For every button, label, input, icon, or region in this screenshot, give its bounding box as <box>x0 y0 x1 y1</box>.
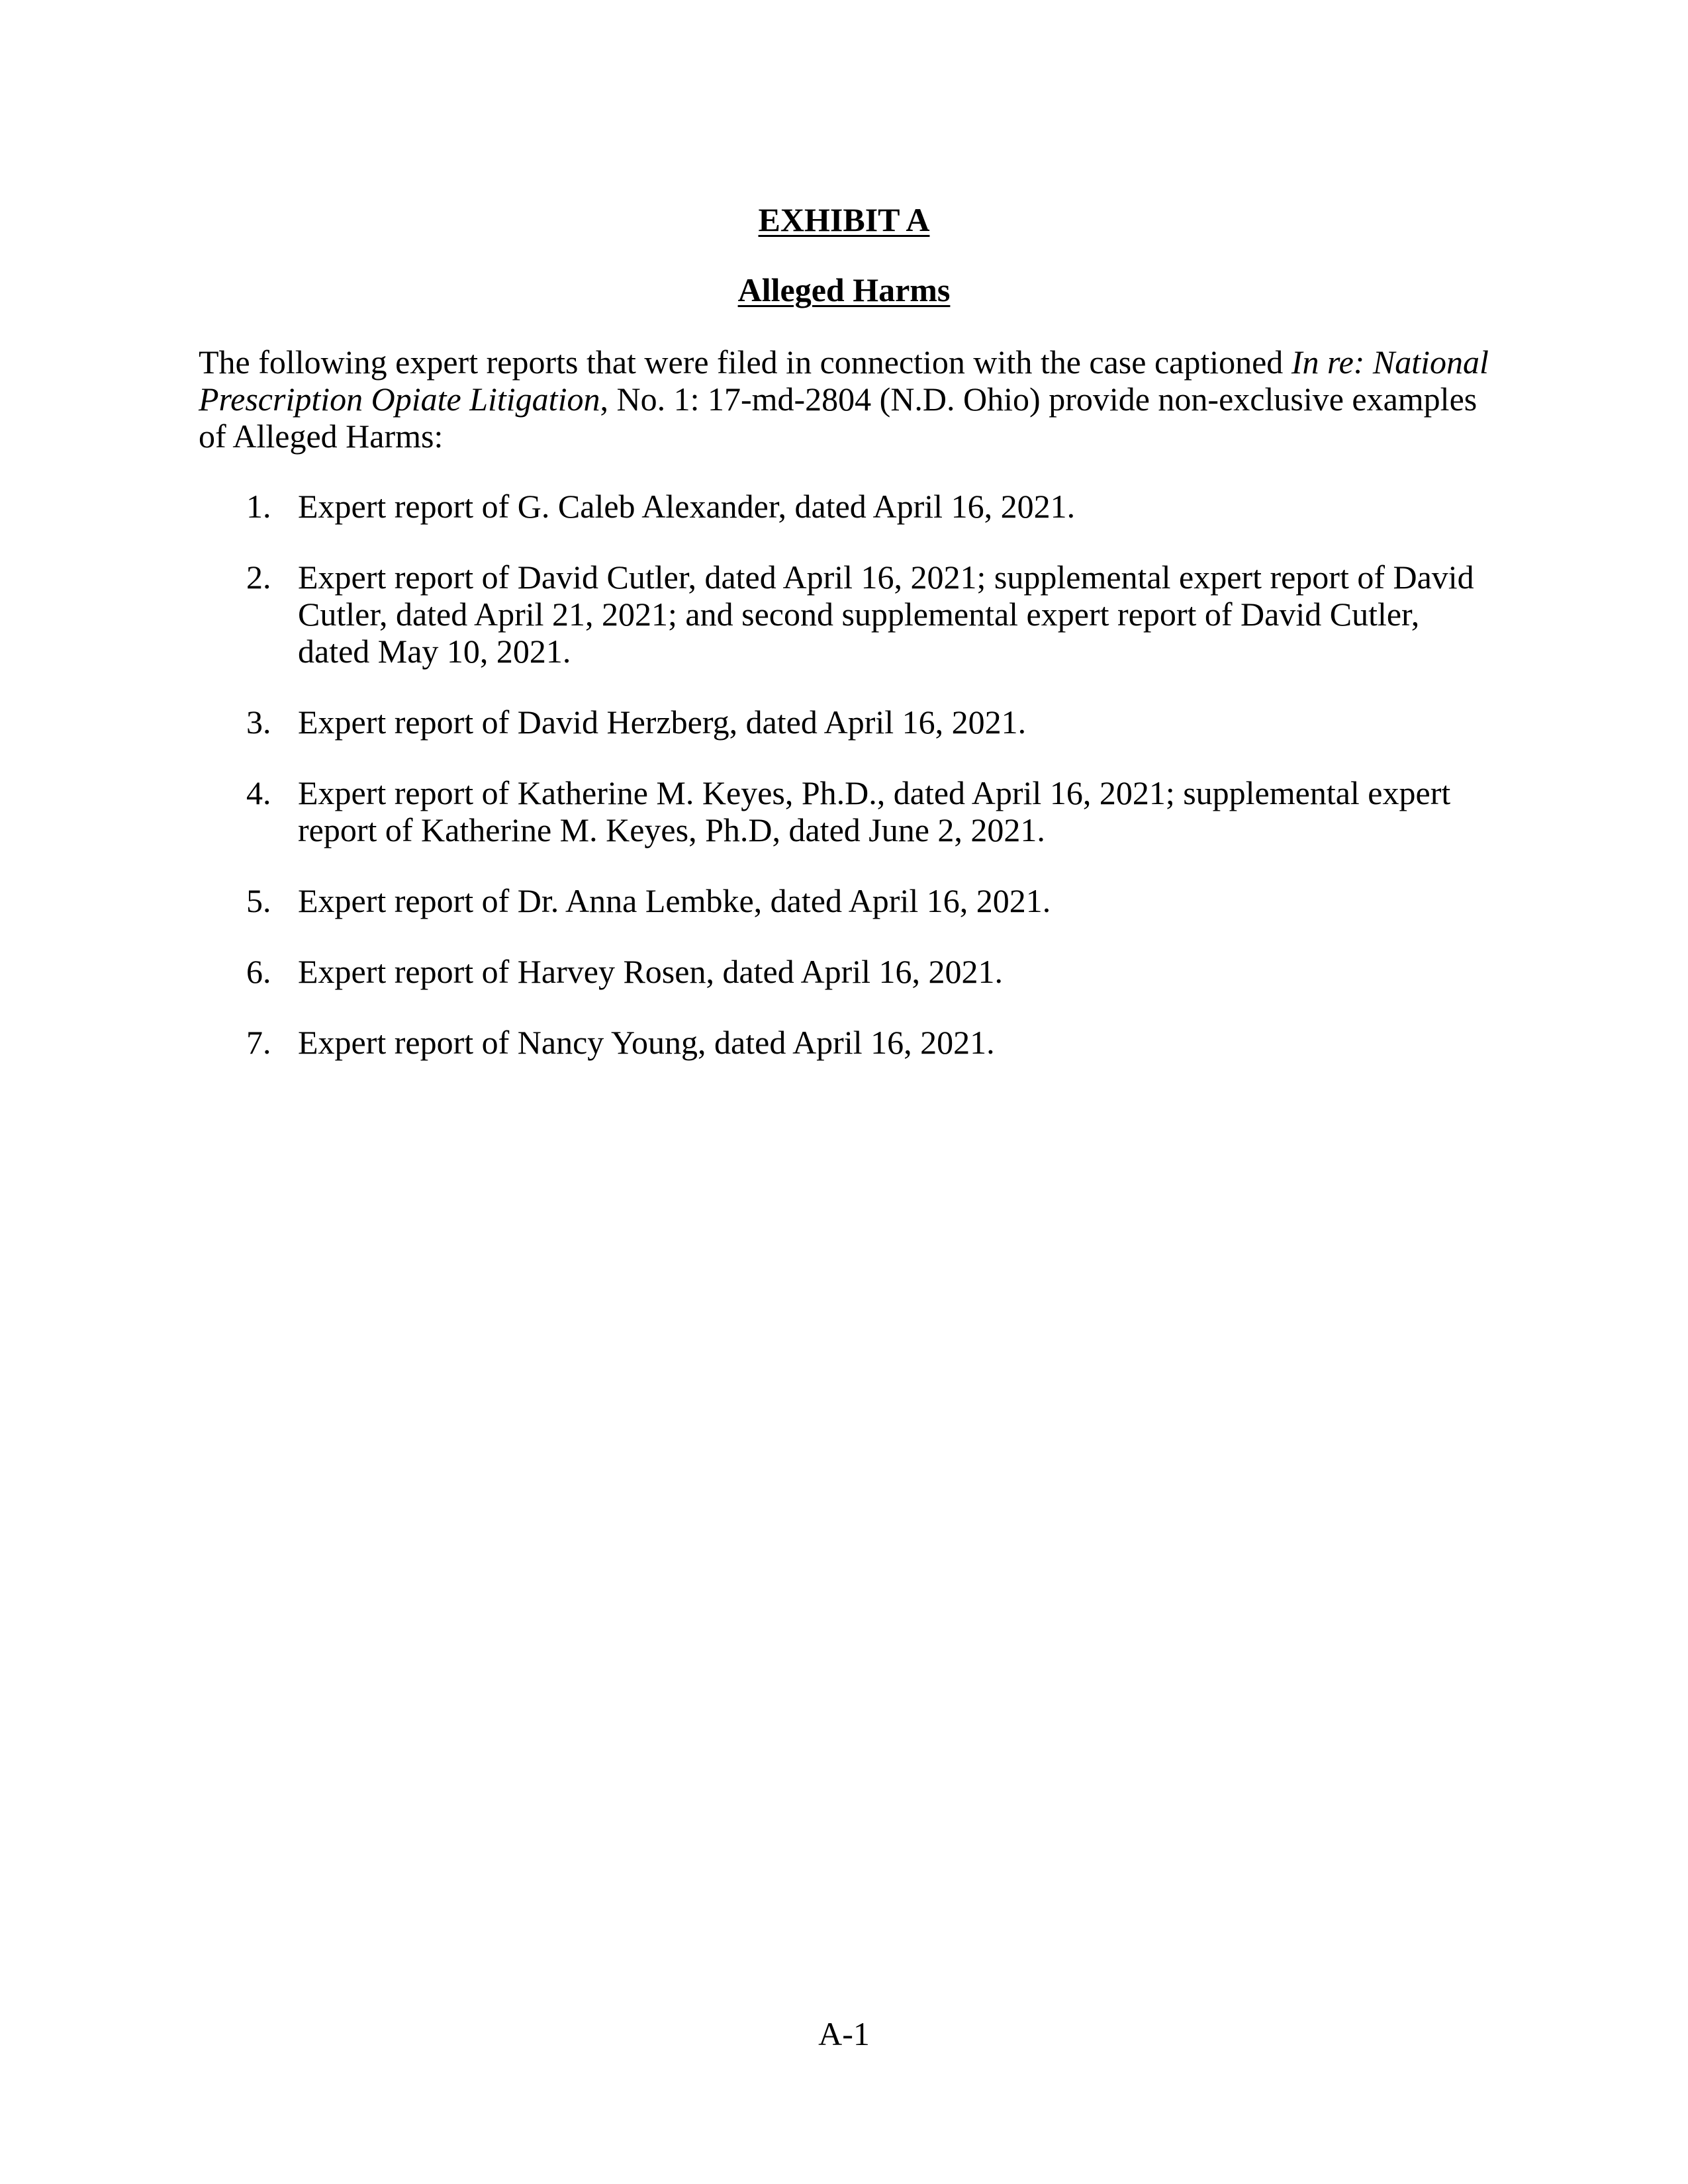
list-item <box>199 1024 1496 1061</box>
list-item <box>199 559 1496 670</box>
list-item <box>199 774 1496 848</box>
list-item-text: Expert report of David Cutler, dated April 16, 2021; supplemental expert report of David Cutler, dated April 21, 2021; and second supplemental expert report of David Cutler, dated May 10, 2021. <box>298 559 1474 670</box>
list-item-number: 6. <box>246 953 271 990</box>
list-item <box>199 882 1496 919</box>
intro-trail: , No. 1: 17-md-2804 (N.D. Ohio) provide non-exclusive examples of Alleged Harms: <box>199 381 1477 455</box>
expert-reports-list <box>199 488 1496 1095</box>
list-item-number: 1. <box>246 488 271 525</box>
list-item <box>199 488 1496 525</box>
list-item-number: 7. <box>246 1024 271 1061</box>
list-item-number: 4. <box>246 774 271 811</box>
intro-paragraph <box>199 343 1496 455</box>
list-item-text: Expert report of David Herzberg, dated April 16, 2021. <box>298 704 1027 741</box>
list-item-text: Expert report of Katherine M. Keyes, Ph.D., dated April 16, 2021; supplemental expert report of Katherine M. Keyes, Ph.D, dated June 2, 2021. <box>298 774 1451 848</box>
list-item-text: Expert report of G. Caleb Alexander, dated April 16, 2021. <box>298 488 1076 525</box>
list-item-number: 5. <box>246 882 271 919</box>
list-item <box>199 704 1496 741</box>
list-item <box>199 953 1496 990</box>
list-item-text: Expert report of Nancy Young, dated April 16, 2021. <box>298 1024 995 1061</box>
exhibit-title <box>0 200 1688 240</box>
page-number: A-1 <box>818 2015 870 2052</box>
case-name: In re: National Prescription Opiate Litigation <box>199 343 1489 418</box>
list-item-text: Expert report of Dr. Anna Lembke, dated April 16, 2021. <box>298 882 1051 919</box>
list-item-number: 3. <box>246 704 271 741</box>
list-item-text: Expert report of Harvey Rosen, dated April 16, 2021. <box>298 953 1004 990</box>
exhibit-title-text: EXHIBIT A <box>758 201 930 238</box>
list-item-number: 2. <box>246 559 271 596</box>
section-title <box>0 270 1688 310</box>
section-title-text: Alleged Harms <box>737 271 951 308</box>
intro-lead: The following expert reports that were filed in connection with the case captioned <box>199 343 1291 381</box>
